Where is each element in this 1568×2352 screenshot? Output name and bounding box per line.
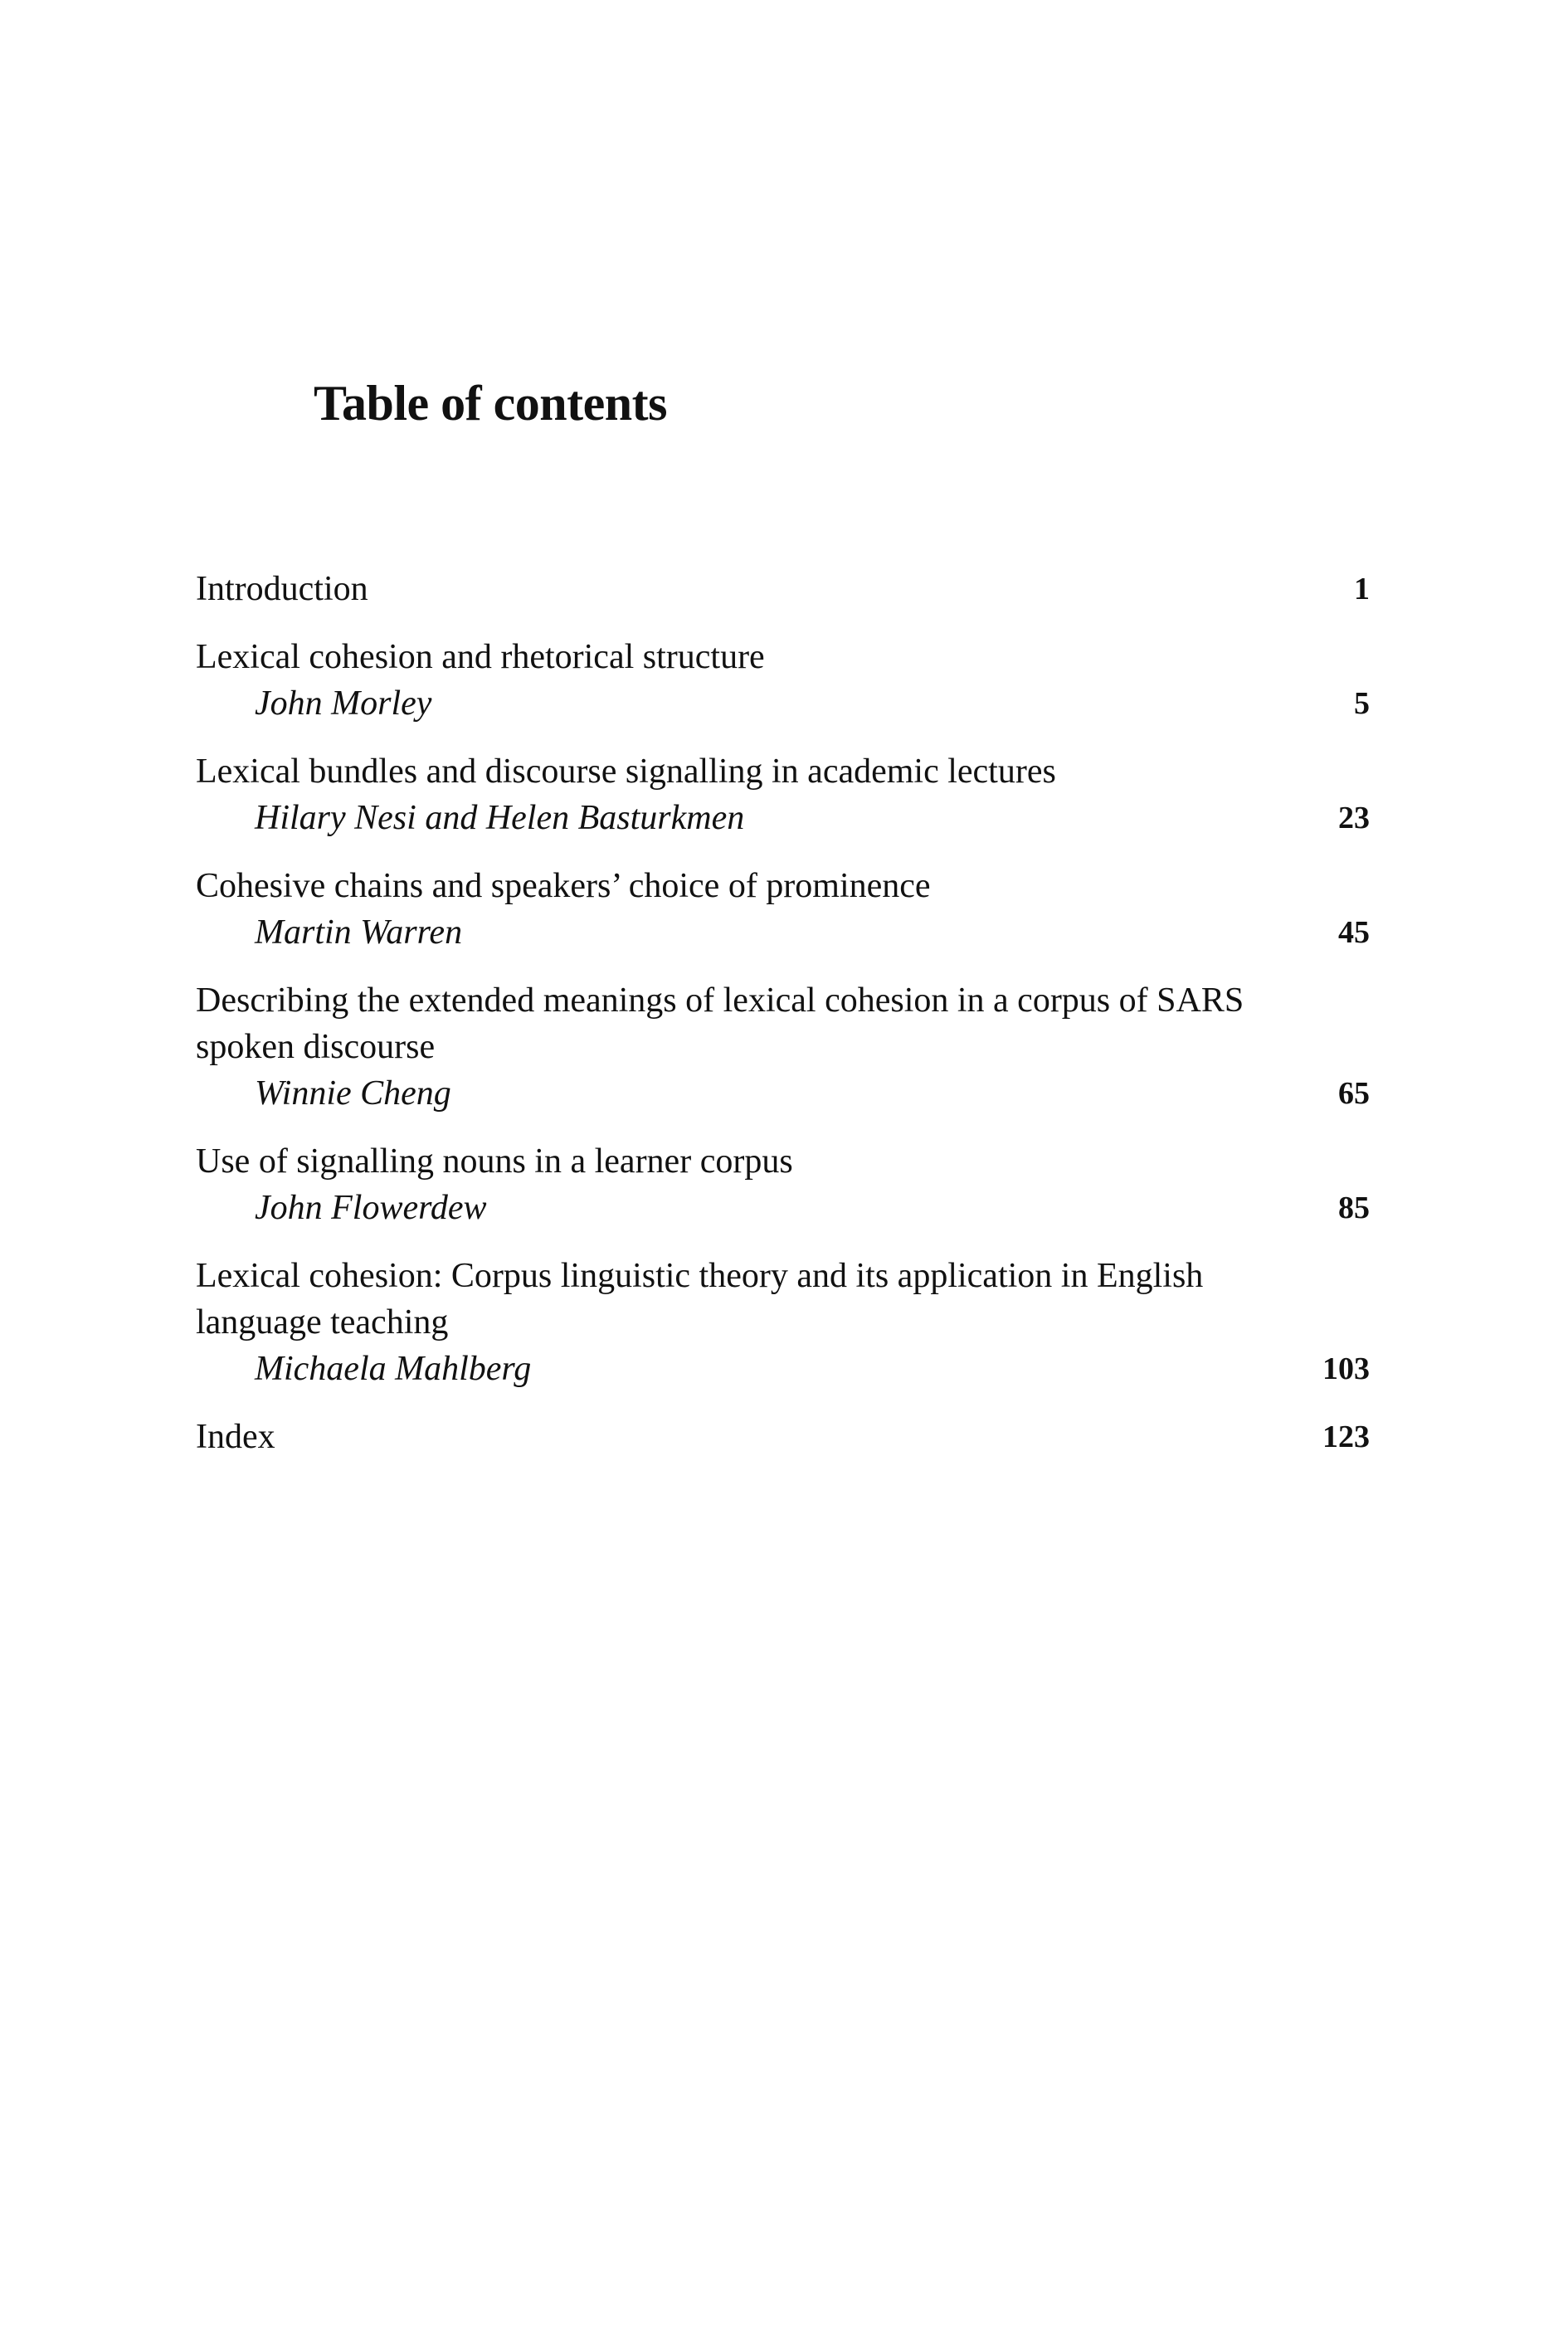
toc-entry-page-number: 5 (1354, 686, 1370, 721)
toc-entry-index[interactable] (196, 1414, 1370, 1460)
toc-entry-page-number: 103 (1322, 1351, 1370, 1386)
toc-entry-corpus-linguistic-theory[interactable] (196, 1253, 1370, 1392)
toc-entry-signalling-nouns[interactable] (196, 1138, 1370, 1231)
toc-entry-introduction[interactable] (196, 566, 1370, 612)
toc-entry-page-number: 65 (1338, 1076, 1370, 1111)
toc-entry-author: Hilary Nesi and Helen Basturkmen (255, 799, 745, 837)
toc-entry-lexical-cohesion-rhetorical-structure[interactable] (196, 634, 1370, 727)
toc-entry-author: John Morley (255, 684, 432, 723)
toc-entry-author: Michaela Mahlberg (255, 1350, 532, 1388)
toc-entry-title: Lexical bundles and discourse signalling in academic lectures (196, 752, 1056, 791)
toc-entry-page-number: 123 (1322, 1419, 1370, 1454)
toc-entry-author: Martin Warren (255, 913, 463, 952)
toc-entry-title: Describing the extended meanings of lexical cohesion in a corpus of SARS spoken discourse (196, 981, 1244, 1066)
toc-entry-title: Lexical cohesion and rhetorical structure (196, 638, 765, 676)
toc-entry-page-number: 85 (1338, 1191, 1370, 1225)
toc-entry-author: John Flowerdew (255, 1189, 487, 1227)
toc-entry-page-number: 23 (1338, 801, 1370, 835)
toc-entry-title: Index (196, 1418, 275, 1456)
table-of-contents (196, 566, 1370, 1482)
page-title: Table of contents (314, 376, 667, 431)
toc-entry-page-number: 45 (1338, 915, 1370, 950)
toc-entry-title: Lexical cohesion: Corpus linguistic theory and its application in English language teaching (196, 1257, 1204, 1342)
toc-entry-page-number: 1 (1354, 572, 1370, 606)
toc-entry-author: Winnie Cheng (255, 1074, 451, 1113)
toc-entry-title: Introduction (196, 570, 368, 608)
toc-entry-lexical-bundles[interactable] (196, 748, 1370, 841)
toc-entry-title: Cohesive chains and speakers’ choice of prominence (196, 867, 931, 905)
toc-entry-cohesive-chains[interactable] (196, 863, 1370, 956)
toc-entry-title: Use of signalling nouns in a learner corpus (196, 1142, 793, 1181)
toc-entry-extended-meanings[interactable] (196, 977, 1370, 1117)
